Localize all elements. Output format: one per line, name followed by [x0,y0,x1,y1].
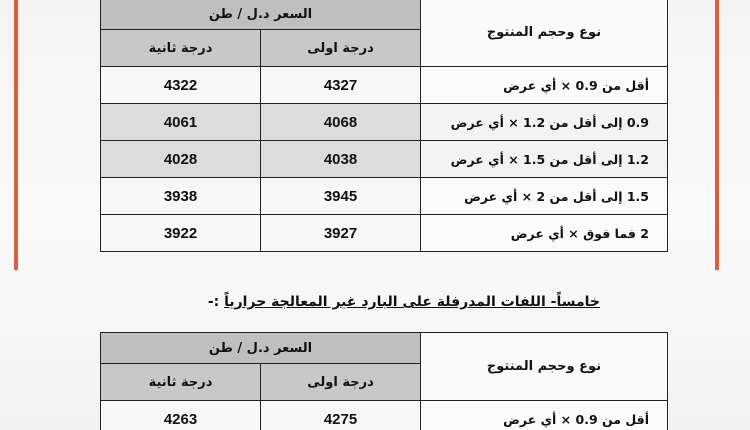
first-grade-price: 3945 [261,178,421,215]
section-heading [160,294,600,310]
first-grade-price: 3927 [261,215,421,252]
second-grade-price: 4028 [101,141,261,178]
product-type: 0.9 إلى أقل من 1.2 × أي عرض [421,104,668,141]
table-row [101,104,668,141]
product-type-header: نوع وحجم المنتوج [421,0,668,67]
product-type: 2 فما فوق × أي عرض [421,215,668,252]
grade-first-header: درجة اولى [261,364,421,401]
first-grade-price: 4327 [261,67,421,104]
right-margin-line [715,0,719,270]
price-table-2 [100,332,668,430]
left-margin-line [14,0,18,270]
price-header: السعر د.ل / طن [101,0,421,30]
product-type: 1.5 إلى أقل من 2 × أي عرض [421,178,668,215]
product-type-header: نوع وحجم المنتوج [421,333,668,401]
second-grade-price: 3938 [101,178,261,215]
product-type: 1.2 إلى أقل من 1.5 × أي عرض [421,141,668,178]
section-heading-suffix: :- [207,294,220,310]
grade-second-header: درجة ثانية [101,30,261,67]
first-grade-price: 4038 [261,141,421,178]
first-grade-price: 4275 [261,401,421,430]
table-row [101,67,668,104]
price-table-1 [100,0,668,252]
first-grade-price: 4068 [261,104,421,141]
product-type: أقل من 0.9 × أي عرض [421,67,668,104]
second-grade-price: 4061 [101,104,261,141]
table-row [101,141,668,178]
price-header: السعر د.ل / طن [101,333,421,364]
second-grade-price: 3922 [101,215,261,252]
table-row [101,215,668,252]
grade-second-header: درجة ثانية [101,364,261,401]
second-grade-price: 4322 [101,67,261,104]
grade-first-header: درجة اولى [261,30,421,67]
table-row [101,178,668,215]
product-type: أقل من 0.9 × أي عرض [421,401,668,430]
second-grade-price: 4263 [101,401,261,430]
table-row [101,401,668,430]
section-heading-text: خامساً- اللفات المدرفلة على البارد غير المعالجة حرارياً [224,294,600,310]
